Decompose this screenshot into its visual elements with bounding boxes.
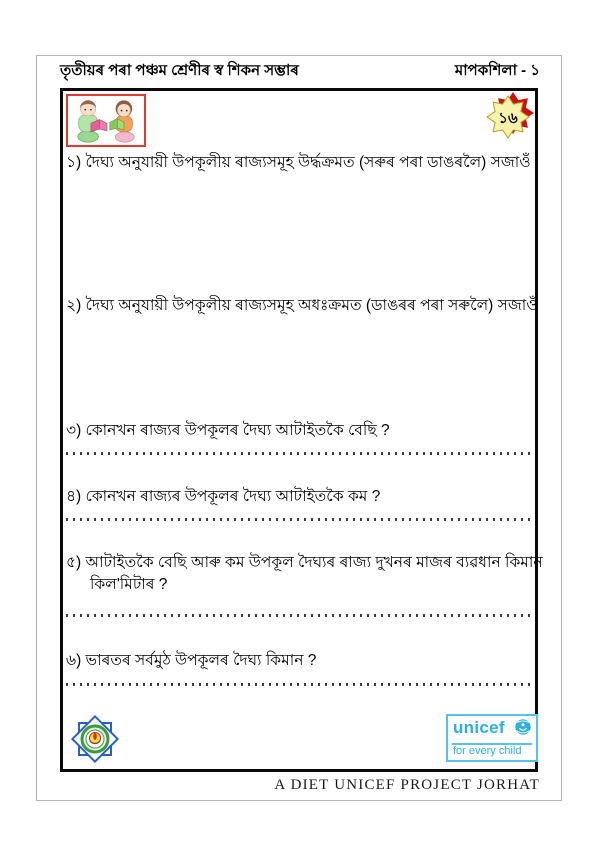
children-reading-image — [66, 94, 146, 147]
unicef-tagline: for every child — [453, 745, 522, 757]
question-1: ১) দৈঘ্য অনুযায়ী উপকূলীয় ৰাজ্যসমূহ উৰ্দ্ধক্ৰমত (সৰুৰ পৰা ডাঙৰলৈ) সজাওঁ — [66, 154, 531, 171]
header-title: তৃতীয়ৰ পৰা পঞ্চম শ্ৰেণীৰ স্ব শিকন সম্ভাৰ — [60, 62, 299, 79]
answer-line-5 — [66, 614, 533, 617]
answer-line-4 — [66, 518, 533, 521]
question-5: ৫) আটাইতকৈ বেছি আৰু কম উপকূল দৈঘ্যৰ ৰাজ্য দুখনৰ মাজৰ ব্যৱধান কিমান কিল'মিটাৰ ? — [66, 554, 543, 594]
starburst-badge — [482, 91, 534, 143]
header-scale-label: মাপকশিলা - ১ — [454, 62, 540, 79]
unicef-logo — [446, 714, 538, 762]
footer-credit: A DIET UNICEF PROJECT JORHAT — [274, 777, 540, 793]
question-6: ৬) ভাৰতৰ সৰ্বমুঠ উপকূলৰ দৈঘ্য কিমান ? — [66, 652, 317, 669]
question-2: ২) দৈঘ্য অনুযায়ী উপকূলীয় ৰাজ্যসমূহ অধঃক্ৰমত (ডাঙৰৰ পৰা সৰুলৈ) সজাওঁ — [66, 297, 538, 314]
children-reading-icon — [68, 96, 144, 145]
question-4: ৪) কোনখন ৰাজ্যৰ উপকূলৰ দৈঘ্য আটাইতকৈ কম ? — [66, 488, 381, 505]
unicef-globe-icon — [514, 718, 532, 736]
diet-emblem — [68, 712, 122, 766]
badge-number: ১৬ — [498, 110, 518, 127]
unicef-wordmark: unicef — [453, 717, 505, 737]
answer-line-3 — [66, 452, 533, 455]
answer-line-6 — [66, 683, 533, 686]
question-3: ৩) কোনখন ৰাজ্যৰ উপকূলৰ দৈঘ্য আটাইতকৈ বেছি ? — [66, 422, 390, 439]
